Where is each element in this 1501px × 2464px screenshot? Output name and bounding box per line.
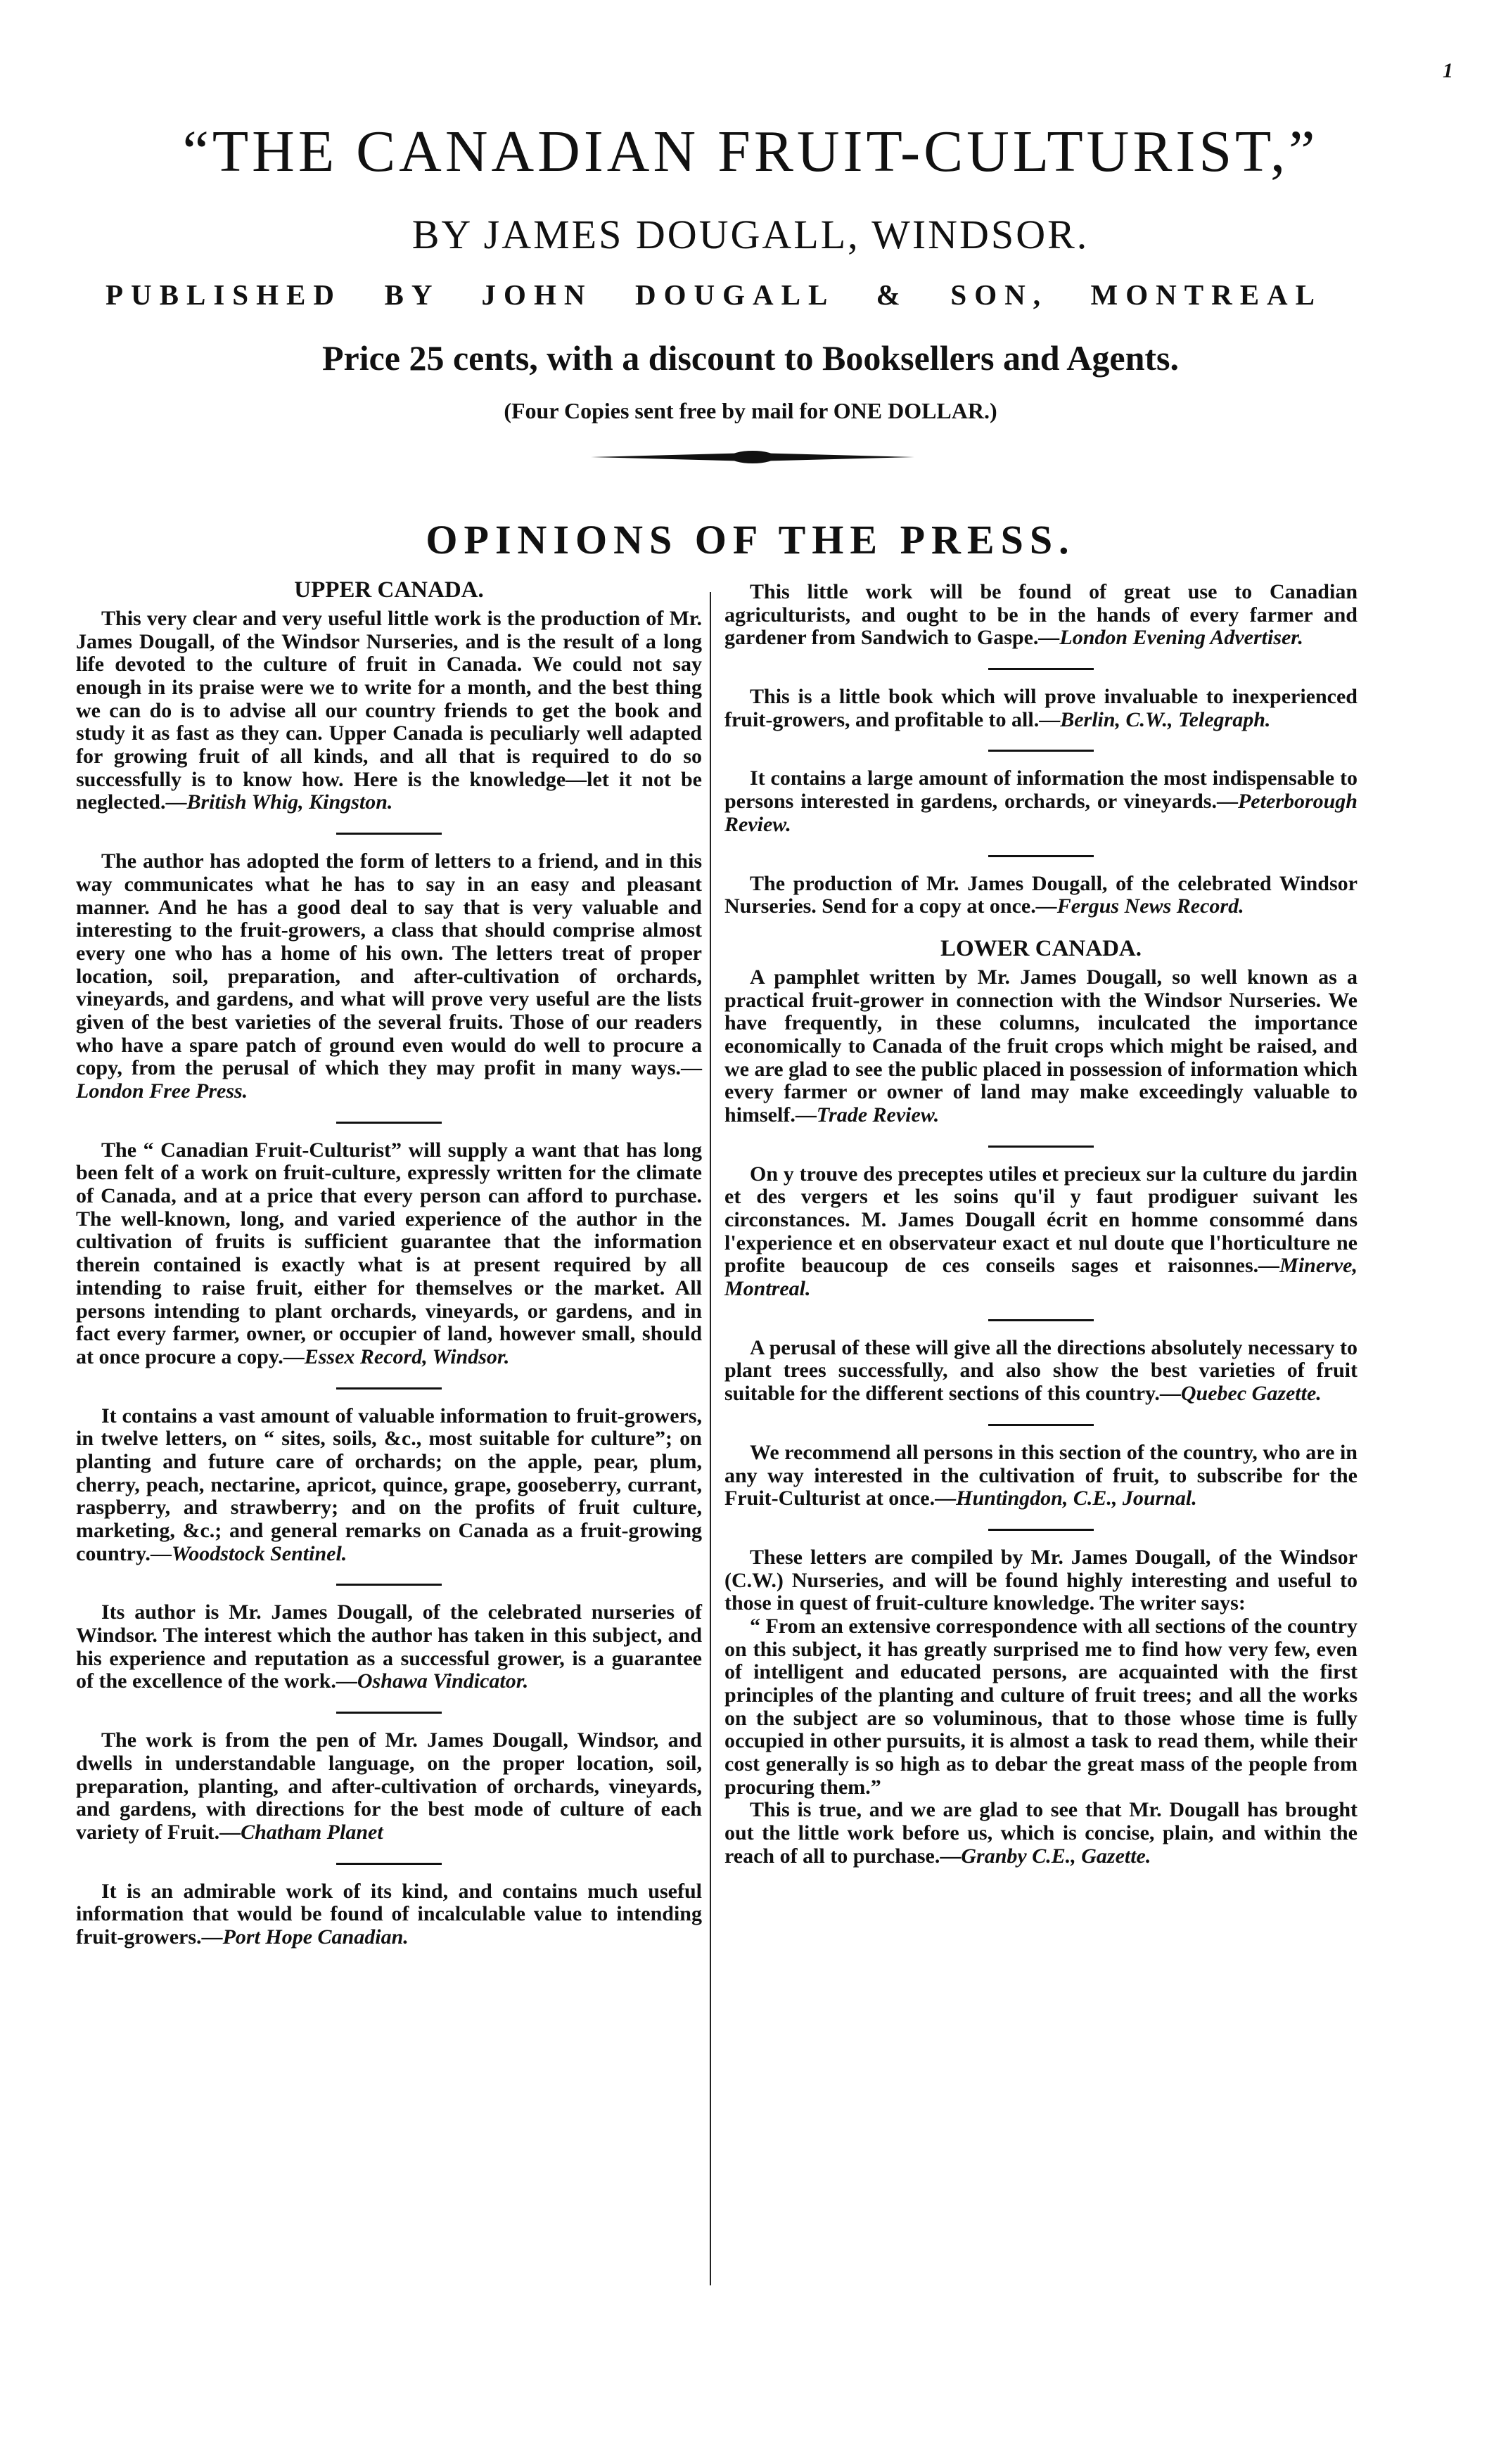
divider-rule [988, 1529, 1094, 1531]
opinion-source: Berlin, C.W., Telegraph. [1060, 707, 1271, 731]
publisher-line: PUBLISHED BY JOHN DOUGALL & SON, MONTREAL [106, 278, 1322, 311]
opinion-paragraph: It is an admirable work of its kind, and contains much useful information that would be found of incalculable value to intending fruit-growers.—Port Hope Canadian. [76, 1879, 702, 1949]
divider-rule [988, 750, 1094, 752]
page-corner-mark: 1 [1443, 59, 1453, 82]
opinion-source: Essex Record, Windsor. [304, 1345, 510, 1368]
opinion-paragraph: These letters are compiled by Mr. James Dougall, of the Windsor (C.W.) Nurseries, and will be found highly interesting and useful to those in quest of fruit-culture knowledge. The writer says: [724, 1545, 1358, 1615]
upper-canada-heading: UPPER CANADA. [294, 577, 484, 603]
opinion-source: Granby C.E., Gazette. [961, 1844, 1151, 1868]
opinion-paragraph: We recommend all persons in this section of the country, who are in any way interested in the cultivation of fruit, to subscribe for the Fruit-Culturist at once.—Huntingdon, C.E., Journal. [724, 1440, 1358, 1510]
opinion-source: Quebec Gazette. [1180, 1382, 1322, 1406]
spacer [724, 918, 1358, 937]
opinion-source: Trade Review. [816, 1103, 940, 1127]
opinion-paragraph: The author has adopted the form of letters to a friend, and in this way communicates what he has to say in an easy and pleasant manner. And he has a good deal to say that is very valuable and interesting to the fruit-growers, a class that should comprise almost every one who has a home of his own. The letters treat of proper location, soil, preparation, and after-cultivation of orchards, vineyards, and gardens, and what will prove very useful are the lists given of the best varieties of the several fruits. Those of our readers who have a spare patch of ground even would do well to procure a copy, from the perusal of which they may profit in many ways.—London Free Press. [76, 849, 702, 1103]
opinion-paragraph: A pamphlet written by Mr. James Dougall, so well known as a practical fruit-grower in connection with the Windsor Nurseries. We have frequently, in these columns, inculcated the importance economically to Canada of the fruit crops which might be raised, and we are glad to see the public placed in possession of information which every farmer or owner of land may make exceedingly valuable to himself.—Trade Review. [724, 965, 1358, 1127]
opinion-source: Huntingdon, C.E., Journal. [956, 1487, 1197, 1510]
column-divider [710, 592, 711, 2285]
opinion-paragraph: This is true, and we are glad to see that Mr. Dougall has brought out the little work before us, which is concise, plain, and within the reach of all to purchase.—Granby C.E., Gazette. [724, 1798, 1358, 1868]
opinion-source: —Fergus News Record. [1035, 894, 1244, 918]
divider-rule [336, 833, 442, 835]
divider-rule [336, 1387, 442, 1390]
divider-rule [336, 1863, 442, 1865]
divider-rule [988, 1424, 1094, 1426]
opinion-source: Port Hope Canadian. [222, 1925, 409, 1949]
divider-rule [988, 1146, 1094, 1148]
author-line: BY JAMES DOUGALL, WINDSOR. [411, 212, 1090, 257]
price-line: Price 25 cents, with a discount to Booksellers and Agents. [321, 338, 1180, 378]
divider-rule [988, 668, 1094, 670]
opinion-paragraph: This little work will be found of great use to Canadian agriculturists, and ought to be in the hands of every farmer and gardener from Sandwich to Gaspe.—London Evening Advertiser. [724, 580, 1358, 650]
opinion-source: Chatham Planet [241, 1820, 383, 1844]
divider-rule [336, 1712, 442, 1714]
opinion-source: —London Evening Advertiser. [1038, 626, 1303, 650]
divider-rule [988, 1319, 1094, 1321]
opinion-paragraph: This is a little book which will prove invaluable to inexperienced fruit-growers, and profitable to all.—Berlin, C.W., Telegraph. [724, 685, 1358, 731]
opinion-paragraph: The “ Canadian Fruit-Culturist” will supply a want that has long been felt of a work on fruit-culture, expressly written for the climate of Canada, and at a price that every person can afford to purchase. The well-known, long, and varied experience of the author in the cultivation of fruits is sufficient guarantee that the information therein contained is exactly what is at present required by all intending to raise fruit, either for themselves or the market. All persons intending to plant orchards, vineyards, or gardens, and in fact every farmer, owner, or occupier of land, however small, should at once procure a copy.—Essex Record, Windsor. [76, 1138, 702, 1368]
opinion-source: British Whig, Kingston. [186, 790, 393, 814]
ornament-rule [577, 443, 928, 471]
divider-rule [336, 1584, 442, 1586]
opinion-paragraph: Its author is Mr. James Dougall, of the celebrated nurseries of Windsor. The interest which the author has taken in this subject, and his experience and reputation as a successful grower, is a guarantee of the excellence of the work.—Oshawa Vindicator. [76, 1600, 702, 1693]
opinion-paragraph: This very clear and very useful little work is the production of Mr. James Dougall, of the Windsor Nurseries, and is the result of a long life devoted to the culture of fruit in Canada. We could not say enough in its praise were we to write for a month, and the best thing we can do is to advise all our country friends to get the book and study it as fast as they can. Upper Canada is peculiarly well adapted for growing fruit of all kinds, and all that is required to do so successfully is to know how. Here is the knowledge—let it not be neglected.—British Whig, Kingston. [76, 606, 702, 814]
copies-line: (Four Copies sent free by mail for ONE DOLLAR.) [504, 398, 997, 423]
opinion-paragraph: On y trouve des preceptes utiles et precieux sur la culture du jardin et des vergers et les soins qu'il y faut prodiguer suivant les circonstances. M. James Dougall écrit en homme consommé dans l'experience et en observateur exact et nul doute que l'horticulture ne profite beaucoup de ces conseils sages et raisonnes.—Minerve, Montreal. [724, 1162, 1358, 1301]
press-heading: OPINIONS OF THE PRESS. [426, 517, 1075, 563]
divider-rule [336, 1122, 442, 1124]
book-title: “THE CANADIAN FRUIT-CULTURIST,” [182, 119, 1319, 184]
opinion-source: Oshawa Vindicator. [357, 1669, 529, 1693]
opinion-paragraph: The work is from the pen of Mr. James Dougall, Windsor, and dwells in understandable language, on the proper location, soil, preparation, planting, and after-cultivation of orchards, vineyards, and gardens, with directions for the best mode of culture of each variety of Fruit.—Chatham Planet [76, 1728, 702, 1844]
opinion-paragraph: The production of Mr. James Dougall, of the celebrated Windsor Nurseries. Send for a copy at once.—Fergus News Record. [724, 871, 1358, 918]
opinion-source: Peterborough Review. [724, 790, 1358, 836]
left-column [76, 578, 702, 1949]
opinion-source: Woodstock Sentinel. [171, 1541, 347, 1565]
right-column [724, 581, 1358, 1868]
opinion-paragraph: It contains a large amount of information the most indispensable to persons interested in gardens, orchards, or vineyards.—Peterborough Review. [724, 766, 1358, 836]
writer-quote: “ From an extensive correspondence with all sections of the country on this subject, it has greatly surprised me to find how very few, even of intelligent and educated persons, are acquainted with the first principles of the planting and culture of fruit trees; and all the works on the subject are so voluminous, that to those whose time is fully occupied in other pursuits, it is almost a task to read them, while their cost generally is so high as to debar the great mass of the people from procuring them.” [724, 1614, 1358, 1799]
opinion-paragraph: A perusal of these will give all the directions absolutely necessary to plant trees successfully, and also show the best varieties of fruit suitable for the different sections of this country.—Quebec Gazette. [724, 1335, 1358, 1406]
opinion-paragraph: It contains a vast amount of valuable information to fruit-growers, in twelve letters, on “ sites, soils, &c., most suitable for culture”; on planting and future care of orchards; on the apple, pear, plum, cherry, peach, nectarine, apricot, quince, grape, gooseberry, currant, raspberry, and strawberry; and on the profits of fruit culture, marketing, &c.; and general remarks on Canada as a fruit-growing country.—Woodstock Sentinel. [76, 1404, 702, 1565]
divider-rule [988, 855, 1094, 857]
lower-canada-heading: LOWER CANADA. [940, 935, 1142, 961]
opinion-source: —Minerve, Montreal. [724, 1254, 1358, 1301]
opinion-source: London Free Press. [76, 1079, 248, 1103]
